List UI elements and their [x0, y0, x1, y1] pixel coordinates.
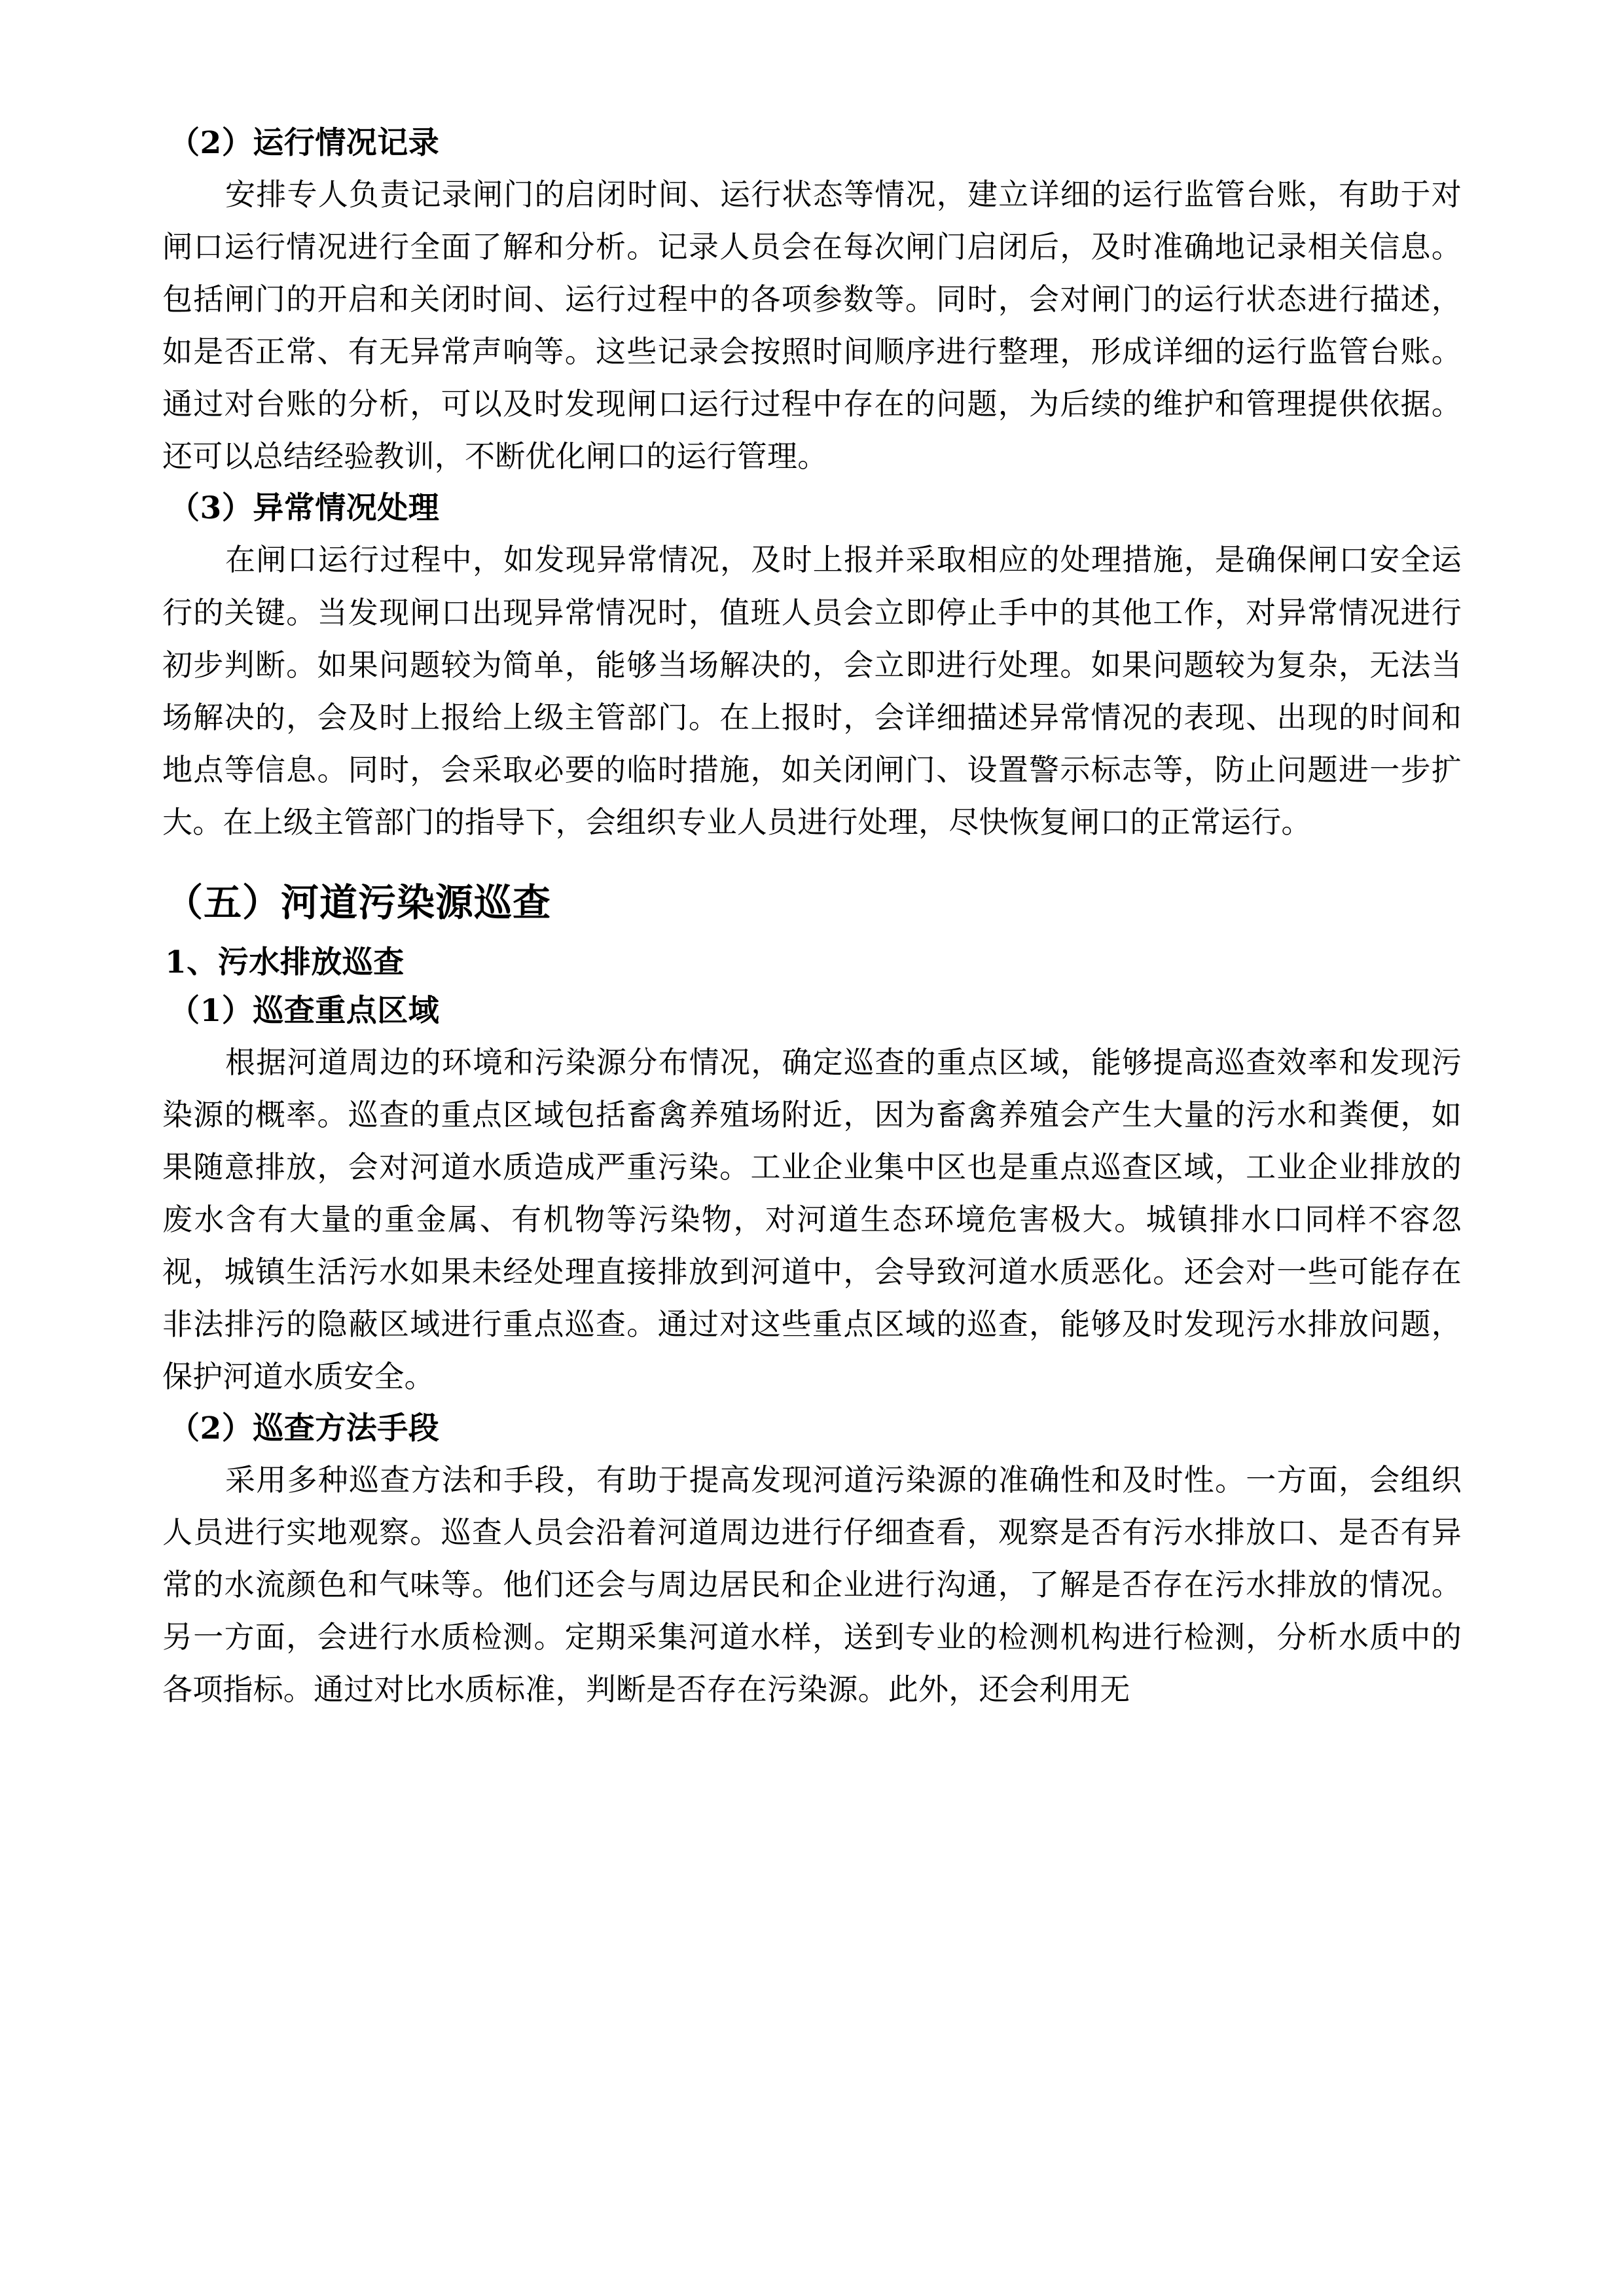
paragraph-operation-record: 安排专人负责记录闸门的启闭时间、运行状态等情况，建立详细的运行监管台账，有助于对闸口运行情况进行全面了解和分析。记录人员会在每次闸门启闭后，及时准确地记录相关信息。包括闸门的开启和关闭时间、运行过程中的各项参数等。同时，会对闸门的运行状态进行描述，如是否正常、有无异常声响等。这些记录会按照时间顺序进行整理，形成详细的运行监管台账。通过对台账的分析，可以及时发现闸口运行过程中存在的问题，为后续的维护和管理提供依据。还可以总结经验教训，不断优化闸口的运行管理。	[162, 177, 1462, 475]
paragraph-abnormal-handling: 在闸口运行过程中，如发现异常情况，及时上报并采取相应的处理措施，是确保闸口安全运行的关键。当发现闸口出现异常情况时，值班人员会立即停止手中的其他工作，对异常情况进行初步判断。如果问题较为简单，能够当场解决的，会立即进行处理。如果问题较为复杂，无法当场解决的，会及时上报给上级主管部门。在上报时，会详细描述异常情况的表现、出现的时间和地点等信息。同时，会采取必要的临时措施，如关闭闸门、设置警示标志等，防止问题进一步扩大。在上级主管部门的指导下，会组织专业人员进行处理，尽快恢复闸口的正常运行。	[162, 542, 1462, 840]
heading-sewage-discharge-inspection: 1、污水排放巡查	[165, 944, 405, 980]
document-body	[162, 121, 1462, 1715]
paragraph-key-inspection-areas: 根据河道周边的环境和污染源分布情况，确定巡查的重点区域，能够提高巡查效率和发现污染源的概率。巡查的重点区域包括畜禽养殖场附近，因为畜禽养殖会产生大量的污水和粪便，如果随意排放，会对河道水质造成严重污染。工业企业集中区也是重点巡查区域，工业企业排放的废水含有大量的重金属、有机物等污染物，对河道生态环境危害极大。城镇排水口同样不容忽视，城镇生活污水如果未经处理直接排放到河道中，会导致河道水质恶化。还会对一些可能存在非法排污的隐蔽区域进行重点巡查。通过对这些重点区域的巡查，能够及时发现污水排放问题，保护河道水质安全。	[162, 1044, 1462, 1395]
paragraph-inspection-methods: 采用多种巡查方法和手段，有助于提高发现河道污染源的准确性和及时性。一方面，会组织人员进行实地观察。巡查人员会沿着河道周边进行仔细查看，观察是否有污水排放口、是否有异常的水流颜色和气味等。他们还会与周边居民和企业进行沟通，了解是否存在污水排放的情况。另一方面，会进行水质检测。定期采集河道水样，送到专业的检测机构进行检测，分析水质中的各项指标。通过对比水质标准，判断是否存在污染源。此外，还会利用无	[162, 1462, 1462, 1708]
heading-key-inspection-areas: （1）巡查重点区域	[169, 992, 440, 1029]
heading-operation-record: （2）运行情况记录	[169, 125, 440, 161]
heading-inspection-methods: （2）巡查方法手段	[169, 1410, 440, 1447]
heading-river-pollution-inspection: （五）河道污染源巡查	[165, 880, 552, 925]
heading-abnormal-handling: （3）异常情况处理	[169, 490, 440, 527]
